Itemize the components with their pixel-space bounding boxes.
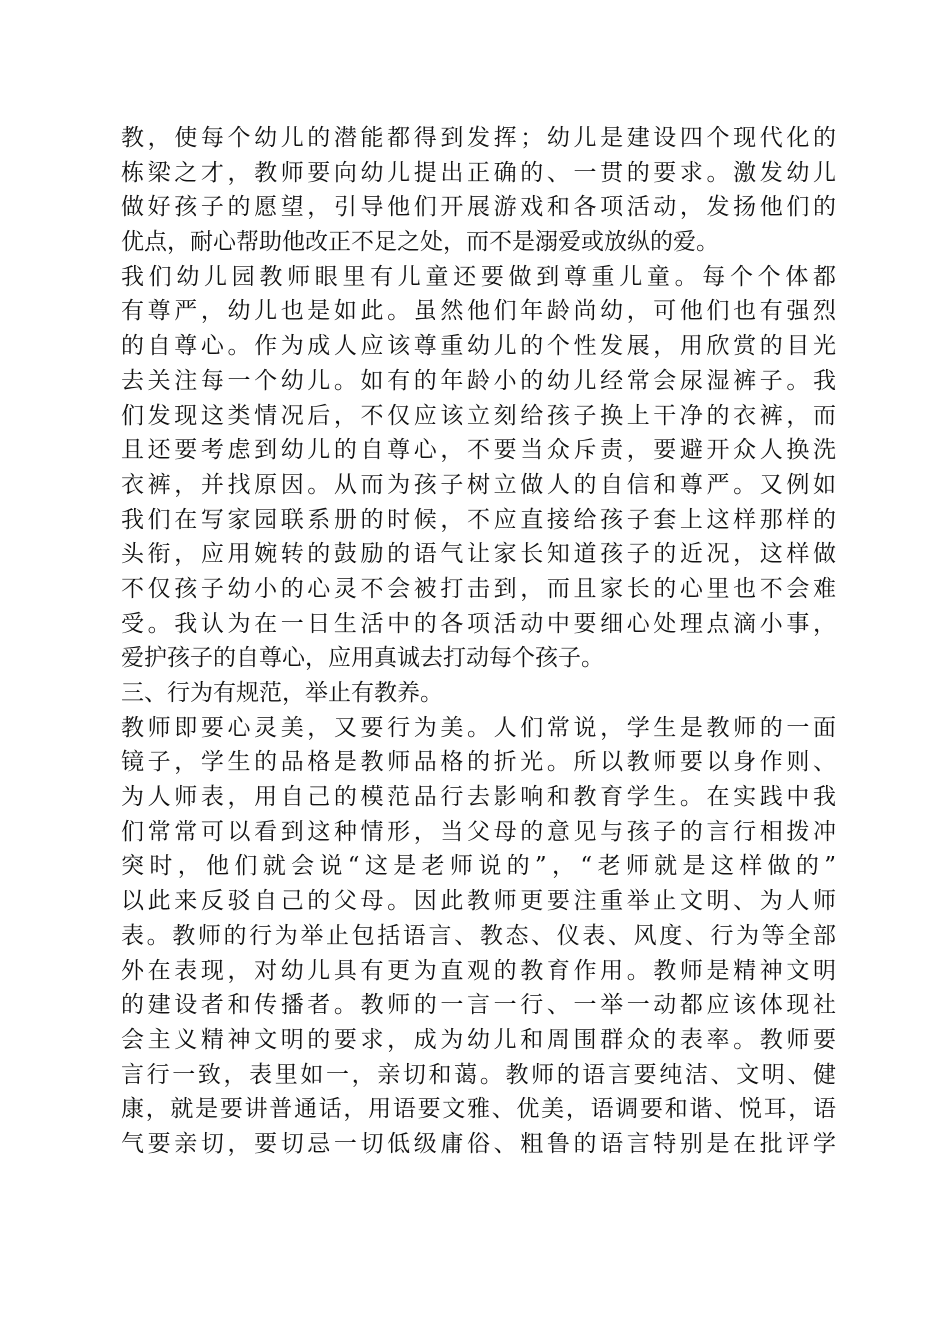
text-line: 表。教师的行为举止包括语言、教态、仪表、风度、行为等全部 bbox=[121, 922, 836, 949]
text-line: 为人师表，用自己的模范品行去影响和教育学生。在实践中我 bbox=[121, 784, 836, 811]
text-line: 受。我认为在一日生活中的各项活动中要细心处理点滴小事， bbox=[121, 610, 836, 637]
text-line: 有尊严，幼儿也是如此。虽然他们年龄尚幼，可他们也有强烈 bbox=[121, 298, 836, 325]
text-line: 爱护孩子的自尊心，应用真诚去打动每个孩子。 bbox=[121, 645, 604, 672]
text-line: 康，就是要讲普通话，用语要文雅、优美，语调要和谐、悦耳，语 bbox=[121, 1096, 836, 1123]
text-line: 我们在写家园联系册的时候，不应直接给孩子套上这样那样的 bbox=[121, 506, 836, 533]
text-line: 镜子，学生的品格是教师品格的折光。所以教师要以身作则、 bbox=[121, 749, 836, 776]
text-line: 言行一致，表里如一，亲切和蔼。教师的语言要纯洁、文明、健 bbox=[121, 1061, 836, 1088]
text-line: 们发现这类情况后，不仅应该立刻给孩子换上干净的衣裤，而 bbox=[121, 402, 836, 429]
text-line: 教，使每个幼儿的潜能都得到发挥；幼儿是建设四个现代化的 bbox=[121, 125, 836, 151]
text-line: 教师即要心灵美，又要行为美。人们常说，学生是教师的一面 bbox=[121, 714, 836, 741]
text-line: 会主义精神文明的要求，成为幼儿和周围群众的表率。教师要 bbox=[121, 1026, 836, 1053]
text-line: 做好孩子的愿望，引导他们开展游戏和各项活动，发扬他们的 bbox=[121, 194, 836, 221]
text-line: 外在表现，对幼儿具有更为直观的教育作用。教师是精神文明 bbox=[121, 957, 836, 984]
text-line: 气要亲切，要切忌一切低级庸俗、粗鲁的语言特别是在批评学 bbox=[121, 1130, 836, 1157]
text-line: 的建设者和传播者。教师的一言一行、一举一动都应该体现社 bbox=[121, 992, 836, 1019]
text-line: 的自尊心。作为成人应该尊重幼儿的个性发展，用欣赏的目光 bbox=[121, 333, 836, 360]
text-line: 优点，耐心帮助他改正不足之处，而不是溺爱或放纵的爱。 bbox=[121, 229, 719, 256]
document-text bbox=[121, 121, 836, 1162]
section-heading: 三、行为有规范，举止有教养。 bbox=[121, 680, 443, 706]
text-line: 且还要考虑到幼儿的自尊心，不要当众斥责，要避开众人换洗 bbox=[121, 437, 836, 464]
text-line: 们常常可以看到这种情形，当父母的意见与孩子的言行相拨冲 bbox=[121, 818, 836, 845]
text-line: 不仅孩子幼小的心灵不会被打击到，而且家长的心里也不会难 bbox=[121, 575, 836, 602]
text-line: 以此来反驳自己的父母。因此教师更要注重举止文明、为人师 bbox=[121, 888, 836, 915]
text-line: 突时，他们就会说“这是老师说的”，“老师就是这样做的” bbox=[121, 853, 836, 880]
text-line: 我们幼儿园教师眼里有儿童还要做到尊重儿童。每个个体都 bbox=[121, 263, 836, 290]
text-line: 去关注每一个幼儿。如有的年龄小的幼儿经常会尿湿裤子。我 bbox=[121, 367, 836, 394]
text-line: 栋梁之才，教师要向幼儿提出正确的、一贯的要求。激发幼儿 bbox=[121, 159, 836, 186]
text-line: 头衔，应用婉转的鼓励的语气让家长知道孩子的近况，这样做 bbox=[121, 541, 836, 568]
text-line: 衣裤，并找原因。从而为孩子树立做人的自信和尊严。又例如 bbox=[121, 471, 836, 498]
